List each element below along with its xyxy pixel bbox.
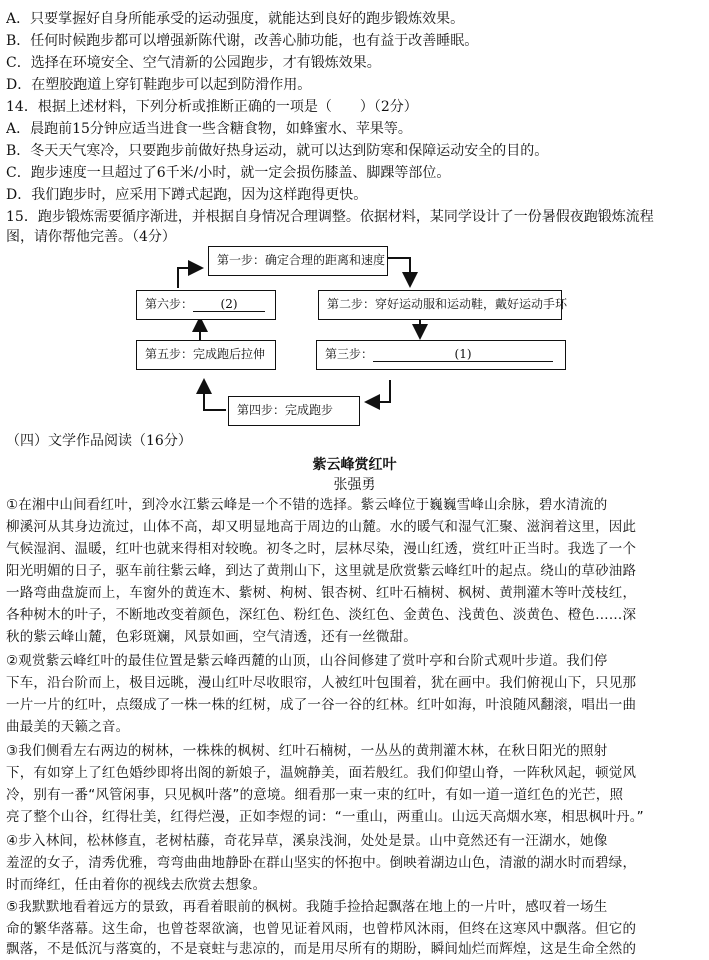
passage-line: 时而绛红，任由着你的视线去欣赏去想象。 xyxy=(6,877,267,893)
passage-line: 下车，沿台阶而上，极目远眺，漫山红叶尽收眼帘，人被红叶包围着，犹在画中。我们俯视山下，只见那 xyxy=(6,675,637,691)
passage-line: 各种树木的叶子，不断地改变着颜色，深红色、粉红色、淡红色、金黄色、浅黄色、淡黄色、橙色……深 xyxy=(6,607,637,623)
option-text: D．在塑胶跑道上穿钉鞋跑步可以起到防滑作用。 xyxy=(6,77,312,93)
passage-line: 一路弯曲盘旋而上，车窗外的黄连木、紫树、枸树、银杏树、红叶石楠树、枫树、黄荆灌木等叶茂枝红， xyxy=(6,585,637,601)
question-stem: 14．根据上述材料，下列分析或推断正确的一项是（ ）（2分） xyxy=(6,99,418,115)
step-5-box xyxy=(136,340,276,370)
passage-line: 气候湿润、温暖，红叶也就来得相对较晚。初冬之时，层林尽染，漫山红透，赏红叶正当时。我选了一个 xyxy=(6,541,637,557)
option-text: A．晨跑前15分钟应适当进食一些含糖食物，如蜂蜜水、苹果等。 xyxy=(6,121,412,137)
passage-line: 羞涩的女子，清秀优雅，弯弯曲曲地静卧在群山坚实的怀抱中。倒映着湖边山色，清澈的湖水时而碧绿， xyxy=(6,855,637,871)
step-6-box xyxy=(136,290,276,320)
option-text: A．只要掌握好自身所能承受的运动强度，就能达到良好的跑步锻炼效果。 xyxy=(6,11,465,27)
step-2-box xyxy=(318,290,568,320)
passage-line: 亮了整个山谷，红得壮美，红得烂漫，正如李煜的词：“一重山，两重山。山远天高烟水寒，相思枫叶丹。” xyxy=(6,809,644,825)
option-text: B．冬天天气寒冷，只要跑步前做好热身运动，就可以达到防寒和保障运动安全的目的。 xyxy=(6,143,549,159)
passage-line: 柳溪河从其身边流过，山体不高，却又明显地高于周边的山麓。水的暖气和湿气汇聚、滋润着这里，因此 xyxy=(6,519,637,535)
passage-author: 张强勇 xyxy=(333,477,376,493)
option-text: C．跑步速度一旦超过了6千米/小时，就一定会损伤膝盖、脚踝等部位。 xyxy=(6,165,451,181)
option-text: D．我们跑步时，应采用下蹲式起跑，因为这样跑得更快。 xyxy=(6,187,368,203)
passage-line: ⑤我默默地看着远方的景致，再看着眼前的枫树。我随手捡拾起飘落在地上的一片叶，感叹着一场生 xyxy=(6,899,608,915)
passage-line: 秋的紫云峰山麓，色彩斑斓，风景如画，空气清透，还有一丝微甜。 xyxy=(6,629,417,645)
passage-line: ①在湘中山间看红叶，到冷水江紫云峰是一个不错的选择。紫云峰位于巍巍雪峰山余脉，碧水清流的 xyxy=(6,497,608,513)
step-6-label: 第六步： xyxy=(145,297,194,311)
step-1-text: 第一步：确定合理的距离和速度 xyxy=(217,253,386,267)
arrow-1-2 xyxy=(386,258,410,280)
step-3-label: 第三步： xyxy=(325,347,374,361)
passage-line: 命的繁华落幕。这生命，也曾苍翠欲滴，也曾见证着风雨，也曾栉风沐雨，但终在这寒风中飘落。但它的 xyxy=(6,921,637,937)
question-stem: 15．跑步锻炼需要循序渐进，并根据自身情况合理调整。依据材料，某同学设计了一份暑假夜跑锻炼流程 xyxy=(6,209,654,225)
step-6-blank[interactable]: (2) xyxy=(193,297,265,312)
passage-line: ④步入林间，松林修直，老树枯藤，奇花异草，溪泉浅涧，处处是景。山中竟然还有一汪湖水，她像 xyxy=(6,833,608,849)
step-3-box xyxy=(316,340,566,370)
step-4-text: 第四步：完成跑步 xyxy=(237,403,334,417)
passage-line: 阳光明媚的日子，驱车前往紫云峰，到达了黄荆山下，这里就是欣赏紫云峰红叶的起点。绕山的草砂油路 xyxy=(6,563,637,579)
arrow-4-5 xyxy=(204,386,226,410)
passage-line: 一片一片的红叶，点缀成了一株一株的红树，成了一谷一谷的红林。红叶如海，叶浪随风翻滚，唱出一曲 xyxy=(6,697,637,713)
step-5-text: 第五步：完成跑后拉伸 xyxy=(145,347,266,361)
flowchart xyxy=(0,240,709,430)
passage-line: ②观赏紫云峰红叶的最佳位置是紫云峰西麓的山顶，山谷间修建了赏叶亭和台阶式观叶步道。我们停 xyxy=(6,653,608,669)
option-text: B．任何时候跑步都可以增强新陈代谢，改善心肺功能，也有益于改善睡眠。 xyxy=(6,33,479,49)
passage-line: 曲最美的天籁之音。 xyxy=(6,719,130,735)
step-1-box xyxy=(208,246,388,276)
step-4-box xyxy=(228,396,360,426)
question-stem-cont: 图，请你帮他完善。（4分） xyxy=(6,229,176,245)
arrow-6-1 xyxy=(178,268,196,288)
step-2-text: 第二步：穿好运动服和运动鞋，戴好运动手环 xyxy=(327,297,568,311)
passage-line: 下，有如穿上了红色婚纱即将出阁的新娘子，温婉静美，面若般红。我们仰望山脊，一阵秋风起，顿觉风 xyxy=(6,765,637,781)
arrow-3-4 xyxy=(372,380,390,402)
step-3-blank[interactable]: (1) xyxy=(373,347,553,362)
passage-line: 冷，别有一番“风管闲事，只见枫叶落”的意境。细看那一束一束的红叶，有如一道一道红色的光芒，照 xyxy=(6,787,624,803)
passage-title: 紫云峰赏红叶 xyxy=(312,457,397,473)
passage-line: 飘落，不是低沉与落寞的，不是衰蛀与悲凉的，而是用尽所有的期盼，瞬间灿烂而辉煌，这是生命全然的 xyxy=(6,941,637,957)
passage-line: ③我们侧看左右两边的树林，一株株的枫树、红叶石楠树，一丛丛的黄荆灌木林，在秋日阳光的照射 xyxy=(6,743,608,759)
option-text: C．选择在环境安全、空气清新的公园跑步，才有锻炼效果。 xyxy=(6,55,381,71)
section-heading: （四）文学作品阅读（16分） xyxy=(6,433,192,449)
